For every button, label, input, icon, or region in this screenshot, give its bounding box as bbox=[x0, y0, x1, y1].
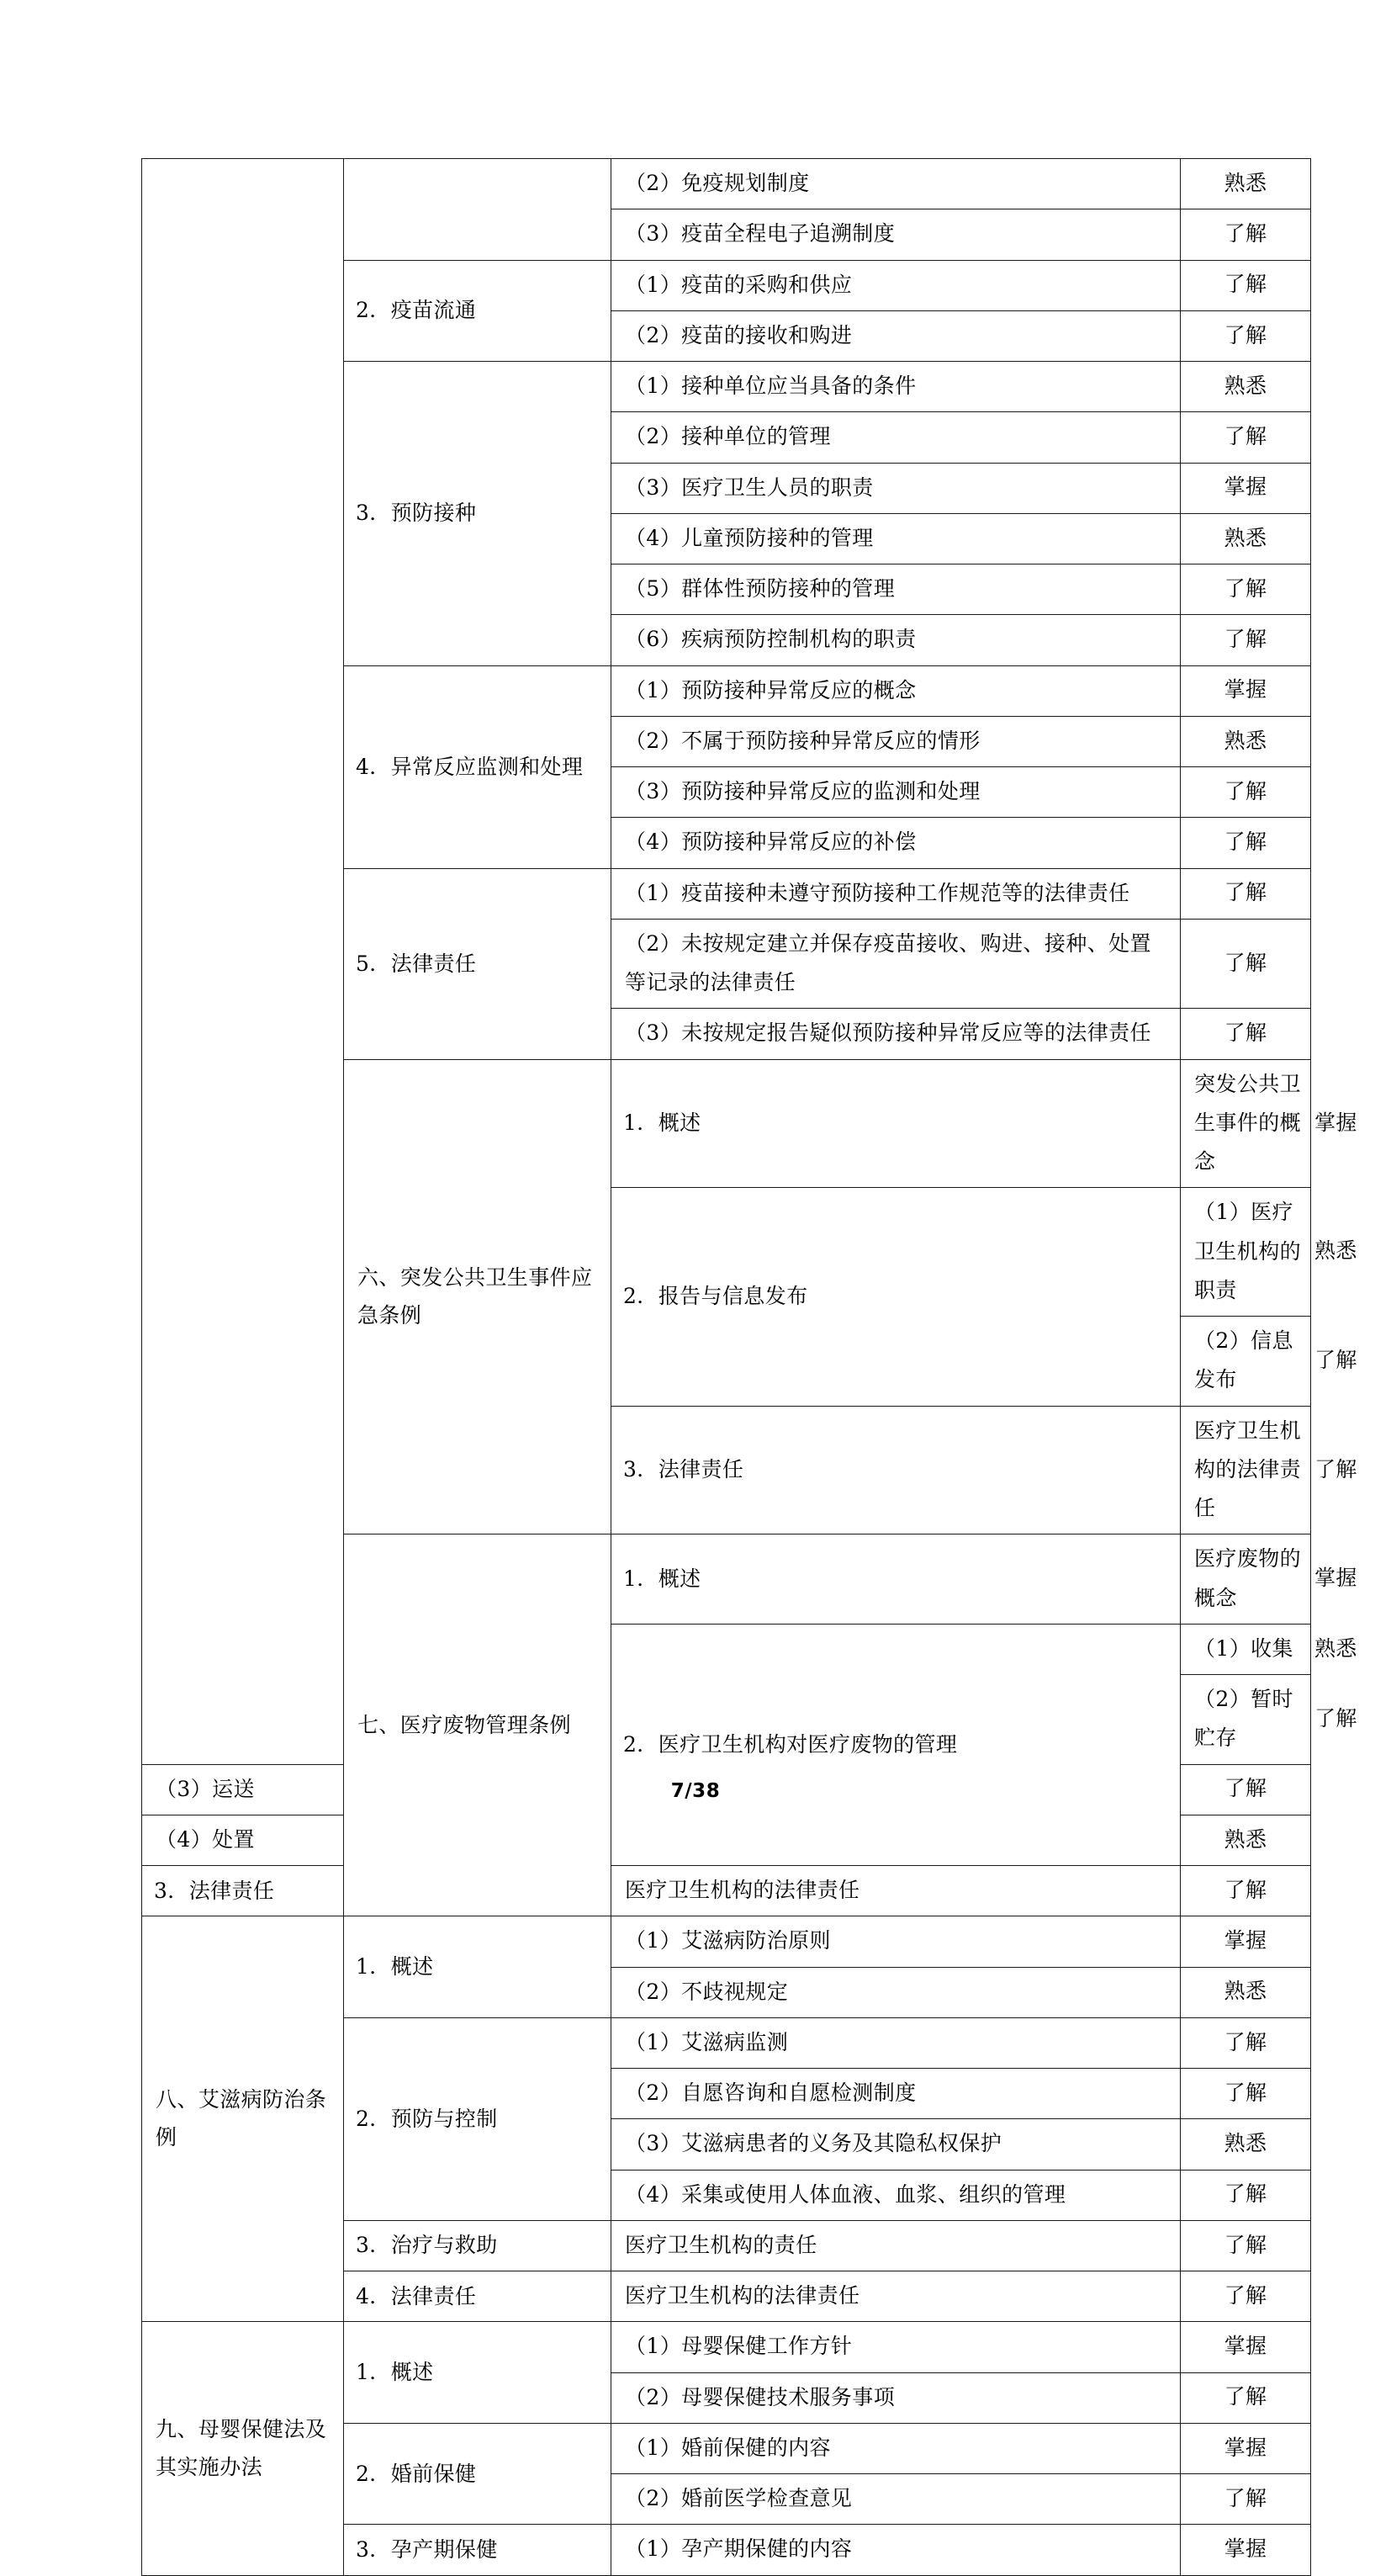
requirement-level-cell: 了解 bbox=[1181, 868, 1311, 919]
requirement-level-cell: 了解 bbox=[1181, 2474, 1311, 2525]
chapter-cell: 六、突发公共卫生事件应急条例 bbox=[344, 1059, 611, 1534]
point-cell: 医疗卫生机构的法律责任 bbox=[611, 2271, 1181, 2322]
point-cell: （1）疫苗接种未遵守预防接种工作规范等的法律责任 bbox=[611, 868, 1181, 919]
requirement-level-cell: 了解 bbox=[1181, 615, 1311, 665]
table-row: 六、突发公共卫生事件应急条例 1．概述 突发公共卫生事件的概念 掌握 bbox=[142, 1059, 1311, 1188]
requirement-level-cell: 了解 bbox=[1181, 564, 1311, 615]
requirement-level-cell: 了解 bbox=[1181, 310, 1311, 361]
section-cell: 1．概述 bbox=[344, 2322, 611, 2424]
point-cell: （1）接种单位应当具备的条件 bbox=[611, 362, 1181, 412]
point-cell: （1）预防接种异常反应的概念 bbox=[611, 665, 1181, 716]
requirement-level-cell: 了解 bbox=[1181, 818, 1311, 868]
requirement-level-cell: 熟悉 bbox=[1181, 1815, 1311, 1865]
point-cell: 医疗卫生机构的责任 bbox=[611, 2220, 1181, 2271]
requirement-level-cell: 了解 bbox=[1181, 412, 1311, 463]
table-row: 2．医疗卫生机构对医疗废物的管理 （1）收集 熟悉 bbox=[142, 1624, 1311, 1674]
point-cell: （2）信息发布 bbox=[1181, 1317, 1311, 1407]
requirement-level-cell: 了解 bbox=[1181, 2372, 1311, 2423]
page-number: 7/38 bbox=[670, 1780, 721, 1802]
point-cell: （1）医疗卫生机构的职责 bbox=[1181, 1188, 1311, 1317]
requirement-level-cell: 了解 bbox=[1181, 2069, 1311, 2119]
table-row bbox=[142, 2322, 1311, 2372]
point-cell: （2）不歧视规定 bbox=[611, 1967, 1181, 2017]
syllabus-table bbox=[141, 158, 1357, 2576]
point-cell: 医疗卫生机构的法律责任 bbox=[611, 1866, 1181, 1916]
point-cell: （1）疫苗的采购和供应 bbox=[611, 260, 1181, 310]
point-cell: （2）婚前医学检查意见 bbox=[611, 2474, 1181, 2525]
section-cell: 1．概述 bbox=[611, 1059, 1181, 1188]
section-cell: 2．医疗卫生机构对医疗废物的管理 bbox=[611, 1624, 1181, 1865]
section-cell: 4．法律责任 bbox=[344, 2271, 611, 2322]
point-cell: 医疗废物的概念 bbox=[1181, 1534, 1311, 1625]
point-cell: （4）儿童预防接种的管理 bbox=[611, 513, 1181, 564]
point-cell: （2）母婴保健技术服务事项 bbox=[611, 2372, 1181, 2423]
point-cell: （6）疾病预防控制机构的职责 bbox=[611, 615, 1181, 665]
section-cell: 2．报告与信息发布 bbox=[611, 1188, 1181, 1406]
point-cell: （3）未按规定报告疑似预防接种异常反应等的法律责任 bbox=[611, 1009, 1181, 1059]
section-cell: 3．孕产期保健 bbox=[344, 2525, 611, 2575]
table-row: 3．法律责任 医疗卫生机构的法律责任 了解 bbox=[142, 1406, 1311, 1534]
point-cell: （2）不属于预防接种异常反应的情形 bbox=[611, 716, 1181, 766]
point-cell: （1）收集 bbox=[1181, 1624, 1311, 1674]
point-cell: （5）群体性预防接种的管理 bbox=[611, 564, 1181, 615]
section-cell: 3．法律责任 bbox=[142, 1866, 344, 1916]
requirement-level-cell: 熟悉 bbox=[1181, 159, 1311, 209]
table-row: 2．报告与信息发布 （1）医疗卫生机构的职责 熟悉 bbox=[142, 1188, 1311, 1317]
point-cell: （1）艾滋病监测 bbox=[611, 2017, 1181, 2068]
table-row: （2）信息发布 了解 bbox=[142, 1317, 1311, 1407]
table-row: 七、医疗废物管理条例 1．概述 医疗废物的概念 掌握 bbox=[142, 1534, 1311, 1625]
table-row bbox=[142, 1916, 1311, 1967]
requirement-level-cell: 了解 bbox=[1181, 2170, 1311, 2220]
requirement-level-cell: 了解 bbox=[1181, 1009, 1311, 1059]
point-cell: （2）自愿咨询和自愿检测制度 bbox=[611, 2069, 1181, 2119]
requirement-level-cell: 了解 bbox=[1181, 767, 1311, 818]
section-cell: 1．概述 bbox=[344, 1916, 611, 2018]
chapter-cell: 九、母婴保健法及其实施办法 bbox=[142, 2322, 344, 2575]
requirement-level-cell: 熟悉 bbox=[1181, 1967, 1311, 2017]
chapter-cell: 八、艾滋病防治条例 bbox=[142, 1916, 344, 2322]
point-cell: （1）母婴保健工作方针 bbox=[611, 2322, 1181, 2372]
table-row bbox=[142, 1866, 1311, 1916]
requirement-level-cell: 了解 bbox=[1181, 1866, 1311, 1916]
requirement-level-cell: 了解 bbox=[1181, 2220, 1311, 2271]
point-cell: （3）预防接种异常反应的监测和处理 bbox=[611, 767, 1181, 818]
requirement-level-cell: 掌握 bbox=[1181, 665, 1311, 716]
section-cell: 2．婚前保健 bbox=[344, 2423, 611, 2525]
point-cell: （2）接种单位的管理 bbox=[611, 412, 1181, 463]
requirement-level-cell: 掌握 bbox=[1181, 1916, 1311, 1967]
requirement-level-cell: 了解 bbox=[1181, 2271, 1311, 2322]
point-cell: （1）艾滋病防治原则 bbox=[611, 1916, 1181, 1967]
section-cell: 3．预防接种 bbox=[344, 362, 611, 666]
table-row: （2）暂时贮存 了解 bbox=[142, 1675, 1311, 1765]
requirement-level-cell: 熟悉 bbox=[1181, 716, 1311, 766]
section-cell: 2．疫苗流通 bbox=[344, 260, 611, 362]
point-cell: （2）暂时贮存 bbox=[1181, 1675, 1311, 1765]
point-cell: （2）未按规定建立并保存疫苗接收、购进、接种、处置等记录的法律责任 bbox=[611, 919, 1181, 1009]
section-cell: 3．法律责任 bbox=[611, 1406, 1181, 1534]
point-cell: 医疗卫生机构的法律责任 bbox=[1181, 1406, 1311, 1534]
chapter-cell: 七、医疗废物管理条例 bbox=[344, 1534, 611, 1916]
point-cell: （1）婚前保健的内容 bbox=[611, 2423, 1181, 2473]
requirement-level-cell: 掌握 bbox=[1181, 2322, 1311, 2372]
section-cell: 5．法律责任 bbox=[344, 868, 611, 1059]
requirement-level-cell: 了解 bbox=[1181, 2017, 1311, 2068]
requirement-level-cell: 熟悉 bbox=[1181, 2119, 1311, 2170]
point-cell: （2）免疫规划制度 bbox=[611, 159, 1181, 209]
requirement-level-cell: 了解 bbox=[1181, 260, 1311, 310]
chapter-cell bbox=[142, 159, 344, 1765]
section-cell: 4．异常反应监测和处理 bbox=[344, 665, 611, 868]
requirement-level-cell: 熟悉 bbox=[1181, 362, 1311, 412]
table-row bbox=[142, 159, 1311, 209]
section-cell: 2．预防与控制 bbox=[344, 2017, 611, 2220]
point-cell: （3）运送 bbox=[142, 1764, 344, 1815]
requirement-level-cell: 掌握 bbox=[1181, 2423, 1311, 2473]
requirement-level-cell: 了解 bbox=[1181, 1764, 1311, 1815]
requirement-level-cell: 了解 bbox=[1181, 919, 1311, 1009]
point-cell: （3）医疗卫生人员的职责 bbox=[611, 463, 1181, 513]
point-cell: 突发公共卫生事件的概念 bbox=[1181, 1059, 1311, 1188]
point-cell: （4）预防接种异常反应的补偿 bbox=[611, 818, 1181, 868]
section-cell bbox=[344, 159, 611, 261]
point-cell: （3）艾滋病患者的义务及其隐私权保护 bbox=[611, 2119, 1181, 2170]
point-cell: （4）采集或使用人体血液、血浆、组织的管理 bbox=[611, 2170, 1181, 2220]
point-cell: （1）孕产期保健的内容 bbox=[611, 2525, 1181, 2575]
point-cell: （3）疫苗全程电子追溯制度 bbox=[611, 209, 1181, 260]
requirement-level-cell: 了解 bbox=[1181, 209, 1311, 260]
point-cell: （2）疫苗的接收和购进 bbox=[611, 310, 1181, 361]
requirement-level-cell: 掌握 bbox=[1181, 2525, 1311, 2575]
section-cell: 3．治疗与救助 bbox=[344, 2220, 611, 2271]
requirement-level-cell: 熟悉 bbox=[1181, 513, 1311, 564]
syllabus-table-body bbox=[142, 159, 1357, 2576]
section-cell: 1．概述 bbox=[611, 1534, 1181, 1625]
point-cell: （4）处置 bbox=[142, 1815, 344, 1865]
requirement-level-cell: 掌握 bbox=[1181, 463, 1311, 513]
